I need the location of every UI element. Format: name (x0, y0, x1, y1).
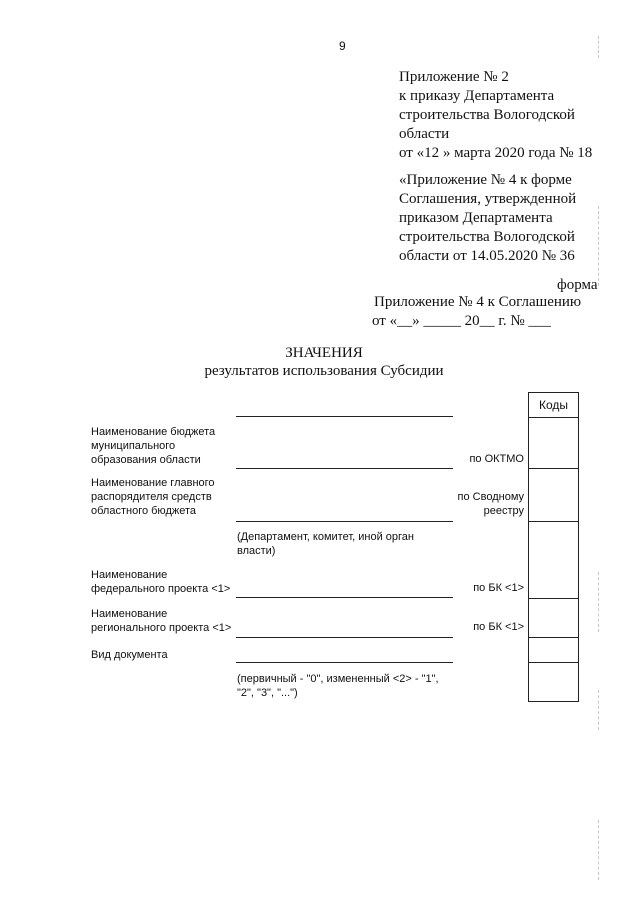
label-line: Наименование бюджета (91, 426, 216, 438)
form-reference-line: Соглашения, утвержденной (399, 191, 577, 207)
label-line: распорядителя средств (91, 491, 212, 503)
federal-project-label (91, 568, 230, 596)
label-line: федерального проекта <1> (91, 583, 231, 595)
appendix-header-line: к приказу Департамента (399, 88, 555, 104)
registry-label-line: по Сводному (457, 491, 524, 503)
scan-edge-mark (598, 690, 600, 730)
codes-header: Коды (538, 398, 569, 412)
scan-edge-mark (598, 36, 600, 58)
codes-divider (528, 598, 579, 599)
label-line: муниципального (91, 440, 176, 452)
budget-name-value-line (236, 468, 453, 469)
agreement-appendix-line1: Приложение № 4 к Соглашению (374, 294, 582, 310)
label-line: Наименование (91, 608, 168, 620)
scan-edge-mark (598, 206, 600, 286)
note-line: (первичный - "0", измененный <2> - "1", (237, 673, 439, 685)
note-line: (Департамент, комитет, иной орган (237, 531, 414, 543)
label-line: регионального проекта <1> (91, 622, 232, 634)
doc-type-note (237, 672, 439, 700)
codes-column (528, 392, 579, 702)
document-title (0, 344, 640, 363)
codes-divider (528, 521, 579, 522)
registry-label (440, 490, 524, 518)
page-number: 9 (339, 39, 346, 53)
value-line (236, 416, 453, 417)
doc-type-value-line (236, 662, 453, 663)
label-line: Наименование главного (91, 477, 215, 489)
codes-divider (528, 417, 579, 418)
label-line: Наименование (91, 569, 168, 581)
scan-edge-mark (598, 820, 600, 880)
label-line: образования области (91, 454, 201, 466)
registry-label-line: реестру (483, 505, 524, 517)
title-sub: результатов использования Субсидии (204, 363, 444, 379)
forma-label: форма (557, 277, 598, 293)
agreement-appendix-line2: от «__» _____ 20__ г. № ___ (372, 313, 551, 329)
codes-divider (528, 662, 579, 663)
federal-project-value-line (236, 597, 453, 598)
main-manager-label (91, 476, 215, 518)
form-reference-line: приказом Департамента (399, 210, 553, 226)
appendix-header-line: Приложение № 2 (399, 69, 509, 85)
appendix-header-line: области (399, 126, 450, 142)
regional-bk-label: по БК <1> (473, 621, 524, 633)
document-subtitle (0, 362, 640, 381)
budget-name-label (91, 425, 215, 467)
appendix-header (399, 68, 592, 163)
codes-divider (528, 468, 579, 469)
appendix-header-line: от «12 » марта 2020 года № 18 (399, 145, 593, 161)
note-line: "2", "3", "...") (237, 687, 298, 699)
scan-edge-mark (598, 572, 600, 632)
regional-project-value-line (236, 637, 453, 638)
doc-type-label: Вид документа (91, 649, 168, 661)
codes-divider (528, 637, 579, 638)
appendix-header-line: строительства Вологодской (399, 107, 575, 123)
oktmo-label: по ОКТМО (469, 453, 524, 465)
main-manager-value-line (236, 521, 453, 522)
note-line: власти) (237, 545, 276, 557)
federal-bk-label: по БК <1> (473, 582, 524, 594)
form-reference-line: «Приложение № 4 к форме (399, 172, 572, 188)
form-reference (399, 171, 576, 266)
title-main: ЗНАЧЕНИЯ (285, 345, 363, 361)
label-line: областного бюджета (91, 505, 197, 517)
form-reference-line: строительства Вологодской (399, 229, 575, 245)
main-manager-note (237, 530, 414, 558)
form-reference-line: области от 14.05.2020 № 36 (399, 248, 575, 264)
regional-project-label (91, 607, 231, 635)
